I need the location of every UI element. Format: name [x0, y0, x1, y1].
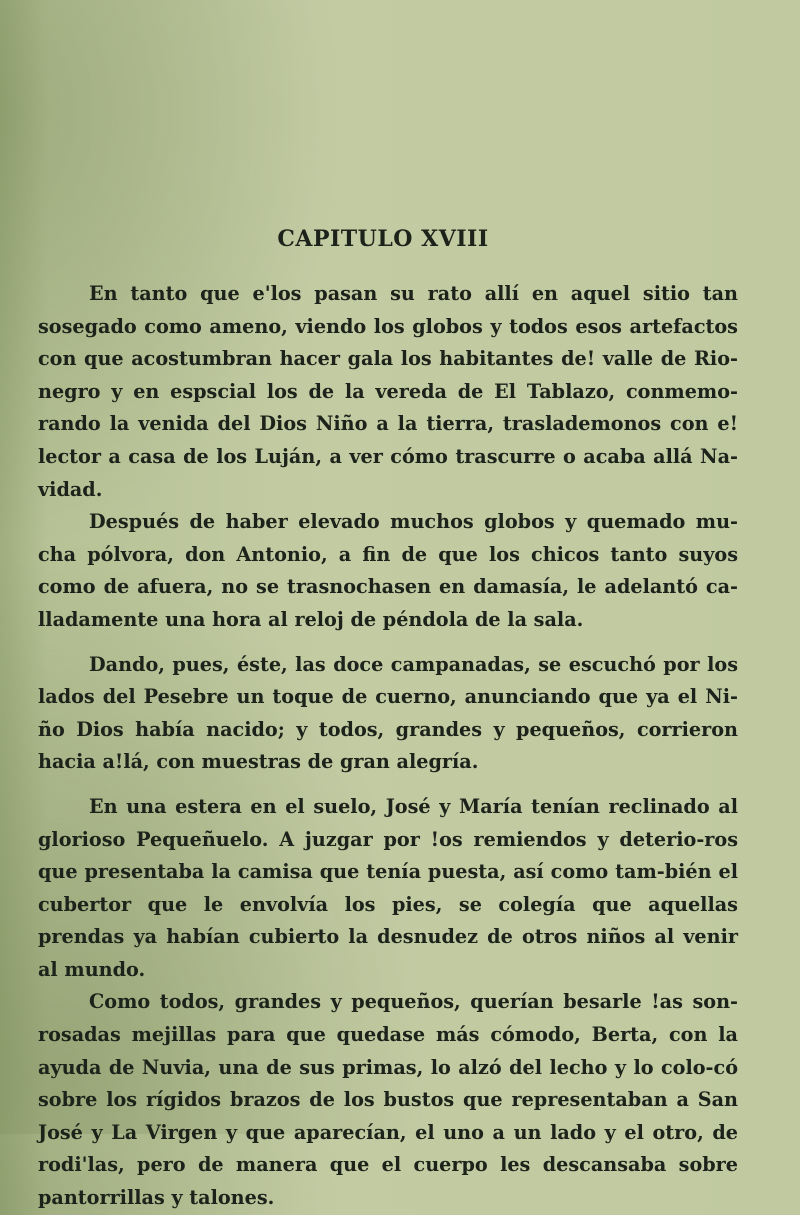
- paragraph-2: Después de haber elevado muchos globos y quemado mu-cha pólvora, don Antonio, a fin de que los chicos tanto suyos como de afuera, no se trasnochasen en damasía, le adelantó ca-lladamente una hora al reloj de péndola de la sala.: [38, 510, 738, 631]
- paragraph-5: Como todos, grandes y pequeños, querían besarle !as son-rosadas mejillas para que quedase más cómodo, Berta, con la ayuda de Nuvia, una de sus primas, lo alzó del lecho y lo colo-có sobre los rígidos brazos de los bustos que representaban a San José y La Virgen y que aparecían, el uno a un lado y el otro, de rodi'las, pero de manera que el cuerpo les descansaba sobre pantorrillas y talones.: [38, 990, 738, 1210]
- paragraph-1: En tanto que e'los pasan su rato allí en aquel sitio tan sosegado como ameno, viendo los globos y todos esos artefactos con que acostumbran hacer gala los habitantes de! valle de Rio-negro y en espscial los de la vereda de El Tablazo, conmemo-rando la venida del Dios Niño a la tierra, traslademonos con e! lector a casa de los Luján, a ver cómo trascurre o acaba allá Na-vidad.: [38, 282, 738, 501]
- paragraph-4: En una estera en el suelo, José y María tenían reclinado al glorioso Pequeñuelo. A juzgar por !os remiendos y deterio-ros que presentaba la camisa que tenía puesta, así como tam-bién el cubertor que le envolvía los pies, se colegía que aquellas prendas ya habían cubierto la desnudez de otros niños al venir al mundo.: [38, 794, 738, 981]
- chapter-body: [38, 278, 738, 1215]
- chapter-title: CAPITULO XVIII: [277, 226, 489, 252]
- paragraph-3: Dando, pues, éste, las doce campanadas, se escuchó por los lados del Pesebre un toque de cuerno, anunciando que ya el Ni-ño Dios había nacido; y todos, grandes y pequeños, corrieron hacia a!lá, con muestras de gran alegría.: [38, 652, 738, 774]
